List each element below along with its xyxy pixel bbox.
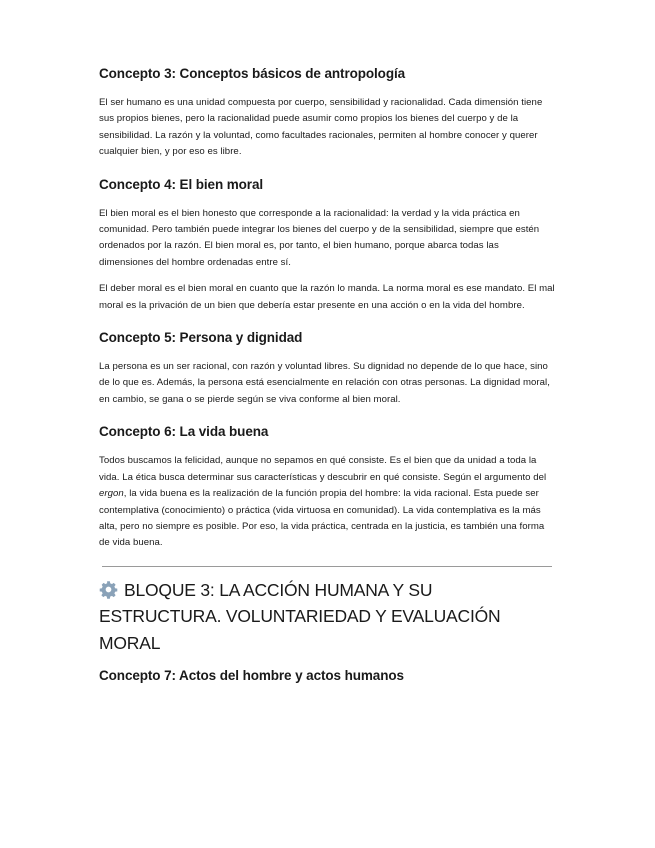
concept-4-paragraph-1: El bien moral es el bien honesto que corresponde a la racionalidad: la verdad y la vida práctica en comunidad. Pero también puede integrar los bienes del cuerpo y de la sensibilidad, siempre que estén ordenados por la razón. El bien moral es, por tanto, el bien humano, porque abarca todas las dimensiones del hombre ordenadas entre sí. bbox=[99, 207, 540, 268]
concept-6-text-end: , la vida buena es la realización de la función propia del hombre: la vida racional. Esta puede ser contemplativa (conocimiento) o práctica (vida virtuosa en comunidad). La vida contemplativa es la más alta, pero no siempre es posible. Por eso, la vida práctica, centrada en la justicia, es también una forma de vida buena. bbox=[99, 488, 545, 549]
gear-icon bbox=[99, 580, 118, 599]
concept-4-heading: Concepto 4: El bien moral bbox=[99, 176, 264, 192]
concept-7-heading: Concepto 7: Actos del hombre y actos humanos bbox=[99, 668, 404, 684]
ergon-term: ergon bbox=[99, 488, 124, 500]
concept-6-heading: Concepto 6: La vida buena bbox=[99, 424, 269, 440]
section-divider bbox=[102, 566, 552, 567]
concept-4-paragraph-2: El deber moral es el bien moral en cuanto que la razón lo manda. La norma moral es ese mandato. El mal moral es la privación de un bien que debería estar presente en una acción o en la vida del hombre. bbox=[99, 283, 555, 311]
concept-3-heading: Concepto 3: Conceptos básicos de antropología bbox=[99, 66, 406, 81]
concept-3-paragraph: El ser humano es una unidad compuesta por cuerpo, sensibilidad y racionalidad. Cada dimensión tiene sus propios bienes, pero la racionalidad puede asumir como propios los bienes del cuerpo y de la sensibilidad. La razón y la voluntad, como facultades racionales, permiten al hombre conocer y querer cualquier bien, y por eso es libre. bbox=[99, 97, 543, 158]
block-3-title-text: BLOQUE 3: LA ACCIÓN HUMANA Y SU ESTRUCTURA. VOLUNTARIEDAD Y EVALUACIÓN MORAL bbox=[99, 579, 501, 653]
concept-5-paragraph: La persona es un ser racional, con razón y voluntad libres. Su dignidad no depende de lo que hace, sino de lo que es. Además, la persona está esencialmente en relación con otras personas. La dignidad moral, en cambio, se gana o se pierde según se viva conforme al bien moral. bbox=[99, 361, 550, 405]
concept-5-heading: Concepto 5: Persona y dignidad bbox=[99, 330, 303, 346]
document-content bbox=[99, 66, 555, 697]
block-3-title bbox=[99, 577, 555, 657]
concept-6-text-start: Todos buscamos la felicidad, aunque no sepamos en qué consiste. Es el bien que da unidad a toda la vida. La ética busca determinar sus características y descubrir en qué consiste. Según el argumento del bbox=[99, 455, 547, 483]
concept-6-paragraph bbox=[99, 453, 555, 551]
